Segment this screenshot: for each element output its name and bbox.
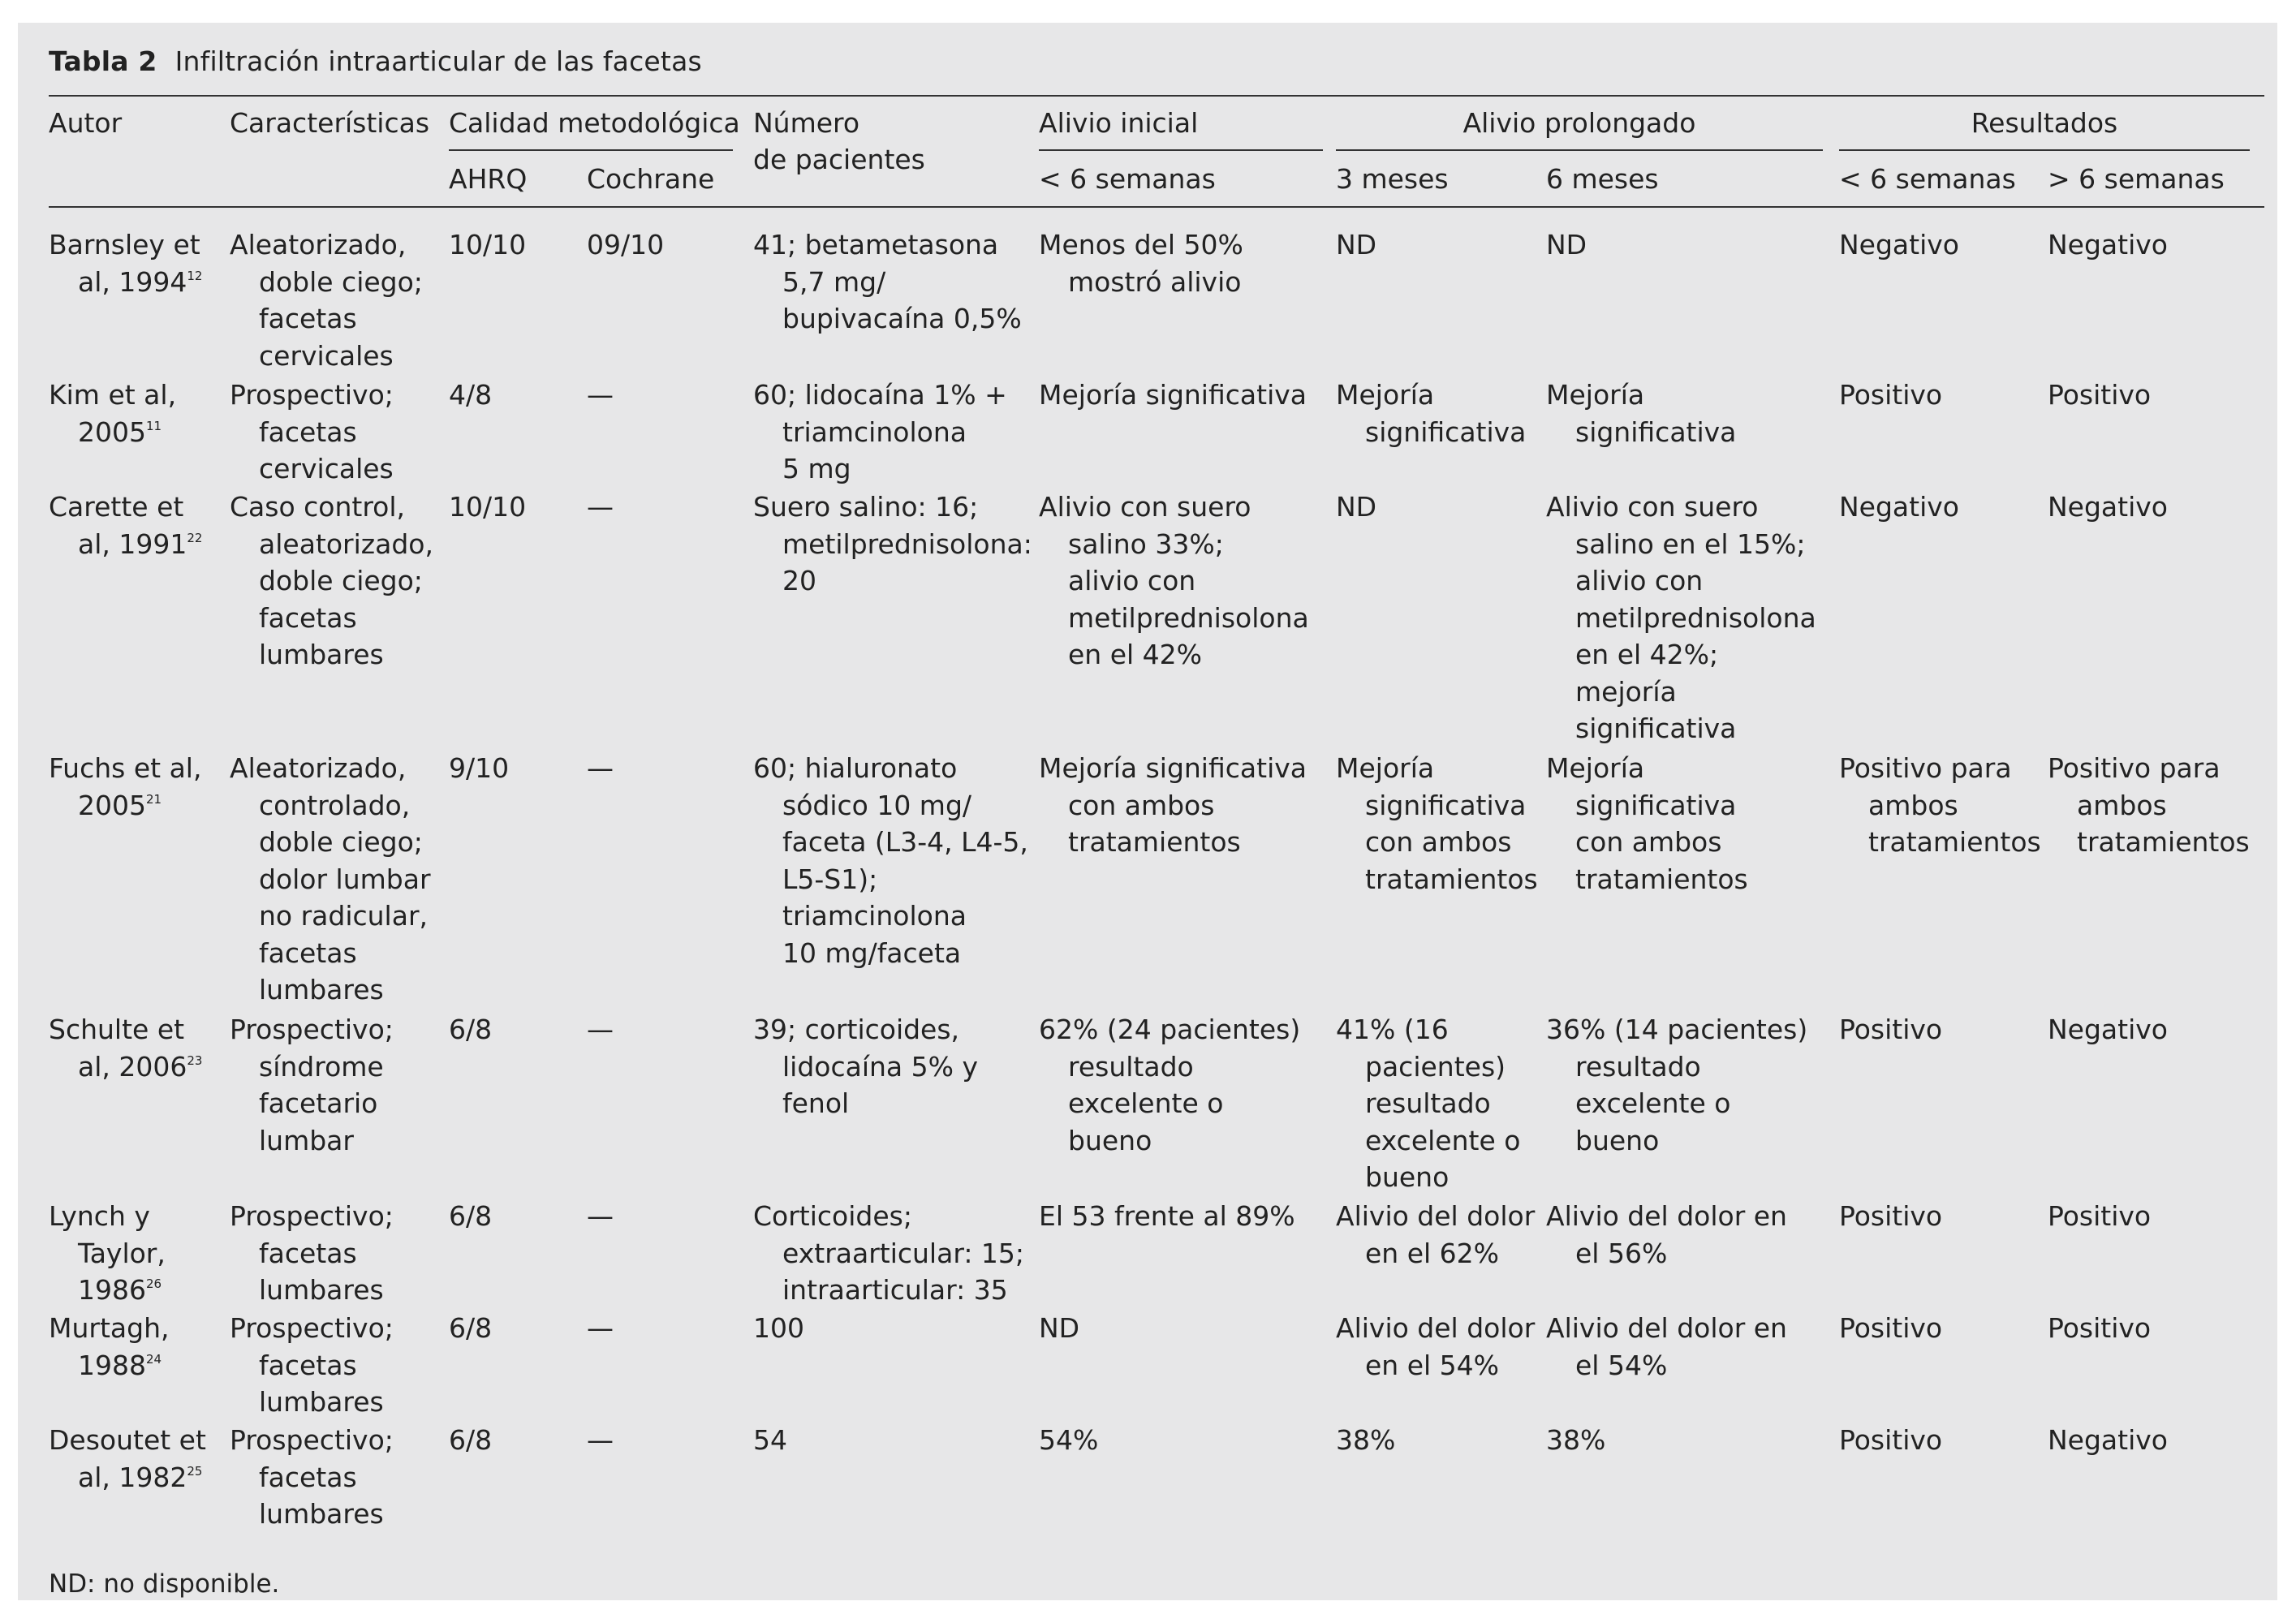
cell-seis: Alivio del dolor en el 54% bbox=[1546, 1312, 1787, 1381]
header-alivio-inicial: Alivio inicial bbox=[1039, 107, 1199, 139]
cell-seis: Mejoría significativa bbox=[1546, 379, 1737, 448]
calidad-rule bbox=[449, 149, 733, 151]
cell-cochrane: — bbox=[587, 379, 614, 411]
cell-cochrane: 09/10 bbox=[587, 229, 665, 260]
cell-res-mas: Negativo bbox=[2048, 1014, 2168, 1045]
cell-res-mas: Positivo bbox=[2048, 1200, 2152, 1232]
cell-autor: Lynch y Taylor, 1986$^{26}$ bbox=[49, 1200, 166, 1306]
cell-seis: Alivio del dolor en el 56% bbox=[1546, 1200, 1787, 1269]
cell-autor: Fuchs et al, 2005$^{21}$ bbox=[49, 752, 202, 821]
cell-seis: 36% (14 pacientes) resultado excelente o bueno bbox=[1546, 1014, 1808, 1156]
cell-res-menos: Positivo bbox=[1839, 1200, 1943, 1232]
cell-numero: 100 bbox=[753, 1312, 804, 1344]
cell-numero: 54 bbox=[753, 1424, 787, 1456]
cell-res-menos: Positivo para ambos tratamientos bbox=[1839, 752, 2041, 858]
header-6-meses: 6 meses bbox=[1546, 163, 1659, 195]
cell-res-mas: Positivo bbox=[2048, 379, 2152, 411]
cell-ahrq: 4/8 bbox=[449, 379, 493, 411]
cell-caracteristicas: Caso control, aleatorizado, doble ciego; facetas lumbares bbox=[230, 491, 433, 670]
header-alivio-prolongado: Alivio prolongado bbox=[1462, 107, 1696, 139]
cell-tres: Mejoría significativa bbox=[1336, 379, 1527, 448]
header-resultados: Resultados bbox=[1971, 107, 2118, 139]
cell-autor: Murtagh, 1988$^{24}$ bbox=[49, 1312, 170, 1381]
cell-caracteristicas: Prospectivo; síndrome facetario lumbar bbox=[230, 1014, 394, 1156]
cell-caracteristicas: Prospectivo; facetas lumbares bbox=[230, 1200, 394, 1306]
cell-tres: Alivio del dolor en el 54% bbox=[1336, 1312, 1536, 1381]
cell-cochrane: — bbox=[587, 1200, 614, 1232]
cell-seis: Alivio con suero salino en el 15%; alivio con metilprednisolona en el 42%; mejoría significativa bbox=[1546, 491, 1816, 744]
caption-label: Tabla 2 bbox=[49, 45, 157, 77]
cell-autor: Carette et al, 1991$^{22}$ bbox=[49, 491, 203, 560]
header-numero-line2: de pacientes bbox=[753, 144, 925, 175]
cell-inicial: 54% bbox=[1039, 1424, 1099, 1456]
cell-cochrane: — bbox=[587, 1014, 614, 1045]
header-cochrane: Cochrane bbox=[587, 163, 715, 195]
header-autor: Autor bbox=[49, 107, 123, 139]
cell-res-menos: Negativo bbox=[1839, 229, 1959, 260]
cell-ahrq: 10/10 bbox=[449, 229, 527, 260]
alivio-inicial-rule bbox=[1039, 149, 1323, 151]
cell-ahrq: 10/10 bbox=[449, 491, 527, 523]
cell-tres: 38% bbox=[1336, 1424, 1396, 1456]
cell-inicial: Menos del 50% mostró alivio bbox=[1039, 229, 1243, 298]
cell-res-menos: Positivo bbox=[1839, 379, 1943, 411]
table-panel bbox=[18, 23, 2277, 1600]
cell-inicial: El 53 frente al 89% bbox=[1039, 1200, 1295, 1232]
cell-ahrq: 6/8 bbox=[449, 1200, 493, 1232]
cell-res-mas: Positivo bbox=[2048, 1312, 2152, 1344]
cell-res-mas: Negativo bbox=[2048, 229, 2168, 260]
table-caption bbox=[49, 45, 702, 77]
header-resultados-mas: > 6 semanas bbox=[2048, 163, 2225, 195]
cell-inicial: 62% (24 pacientes) resultado excelente o bueno bbox=[1039, 1014, 1301, 1156]
cell-numero: 60; hialuronato sódico 10 mg/ faceta (L3-4, L4-5, L5-S1); triamcinolona 10 mg/faceta bbox=[753, 752, 1028, 969]
header-alivio-inicial-sub: < 6 semanas bbox=[1039, 163, 1216, 195]
cell-inicial: Mejoría significativa con ambos tratamientos bbox=[1039, 752, 1307, 858]
cell-caracteristicas: Prospectivo; facetas lumbares bbox=[230, 1312, 394, 1418]
header-calidad: Calidad metodológica bbox=[449, 107, 740, 139]
cell-res-menos: Positivo bbox=[1839, 1312, 1943, 1344]
top-rule bbox=[49, 95, 2264, 97]
cell-res-mas: Negativo bbox=[2048, 491, 2168, 523]
cell-caracteristicas: Aleatorizado, doble ciego; facetas cervicales bbox=[230, 229, 423, 372]
resultados-rule bbox=[1839, 149, 2250, 151]
cell-numero: 60; lidocaína 1% + triamcinolona 5 mg bbox=[753, 379, 1007, 484]
header-numero-line1: Número bbox=[753, 107, 860, 139]
cell-tres: Mejoría significativa con ambos tratamientos bbox=[1336, 752, 1538, 895]
header-caracteristicas: Características bbox=[230, 107, 430, 139]
alivio-prolongado-rule bbox=[1336, 149, 1823, 151]
header-3-meses: 3 meses bbox=[1336, 163, 1449, 195]
cell-ahrq: 6/8 bbox=[449, 1312, 493, 1344]
cell-caracteristicas: Aleatorizado, controlado, doble ciego; dolor lumbar no radicular, facetas lumbares bbox=[230, 752, 431, 1005]
cell-numero: 39; corticoides, lidocaína 5% y fenol bbox=[753, 1014, 979, 1119]
cell-seis: ND bbox=[1546, 229, 1587, 260]
cell-tres: Alivio del dolor en el 62% bbox=[1336, 1200, 1536, 1269]
cell-inicial: Mejoría significativa bbox=[1039, 379, 1307, 411]
cell-seis: 38% bbox=[1546, 1424, 1606, 1456]
footnote: ND: no disponible. bbox=[49, 1569, 280, 1599]
cell-res-menos: Negativo bbox=[1839, 491, 1959, 523]
cell-res-menos: Positivo bbox=[1839, 1014, 1943, 1045]
cell-ahrq: 6/8 bbox=[449, 1014, 493, 1045]
cell-cochrane: — bbox=[587, 491, 614, 523]
cell-caracteristicas: Prospectivo; facetas lumbares bbox=[230, 1424, 394, 1530]
caption-title: Infiltración intraarticular de las facetas bbox=[174, 45, 702, 77]
header-rule bbox=[49, 206, 2264, 208]
cell-res-menos: Positivo bbox=[1839, 1424, 1943, 1456]
cell-tres: ND bbox=[1336, 491, 1377, 523]
cell-autor: Barnsley et al, 1994$^{12}$ bbox=[49, 229, 203, 298]
cell-autor: Desoutet et al, 1982$^{25}$ bbox=[49, 1424, 206, 1493]
header-resultados-menos: < 6 semanas bbox=[1839, 163, 2016, 195]
cell-cochrane: — bbox=[587, 1424, 614, 1456]
cell-seis: Mejoría significativa con ambos tratamientos bbox=[1546, 752, 1748, 895]
cell-numero: Suero salino: 16; metilprednisolona: 20 bbox=[753, 491, 1032, 596]
cell-tres: 41% (16 pacientes) resultado excelente o bueno bbox=[1336, 1014, 1521, 1193]
cell-inicial: ND bbox=[1039, 1312, 1080, 1344]
header-ahrq: AHRQ bbox=[449, 163, 528, 195]
header-numero bbox=[753, 105, 925, 178]
cell-inicial: Alivio con suero salino 33%; alivio con metilprednisolona en el 42% bbox=[1039, 491, 1309, 670]
cell-numero: 41; betametasona 5,7 mg/ bupivacaína 0,5% bbox=[753, 229, 1022, 334]
cell-tres: ND bbox=[1336, 229, 1377, 260]
cell-autor: Kim et al, 2005$^{11}$ bbox=[49, 379, 177, 448]
cell-ahrq: 9/10 bbox=[449, 752, 510, 784]
cell-res-mas: Positivo para ambos tratamientos bbox=[2048, 752, 2250, 858]
cell-cochrane: — bbox=[587, 1312, 614, 1344]
cell-caracteristicas: Prospectivo; facetas cervicales bbox=[230, 379, 394, 484]
cell-autor: Schulte et al, 2006$^{23}$ bbox=[49, 1014, 203, 1083]
cell-numero: Corticoides; extraarticular: 15; intraarticular: 35 bbox=[753, 1200, 1025, 1306]
cell-ahrq: 6/8 bbox=[449, 1424, 493, 1456]
cell-res-mas: Negativo bbox=[2048, 1424, 2168, 1456]
cell-cochrane: — bbox=[587, 752, 614, 784]
